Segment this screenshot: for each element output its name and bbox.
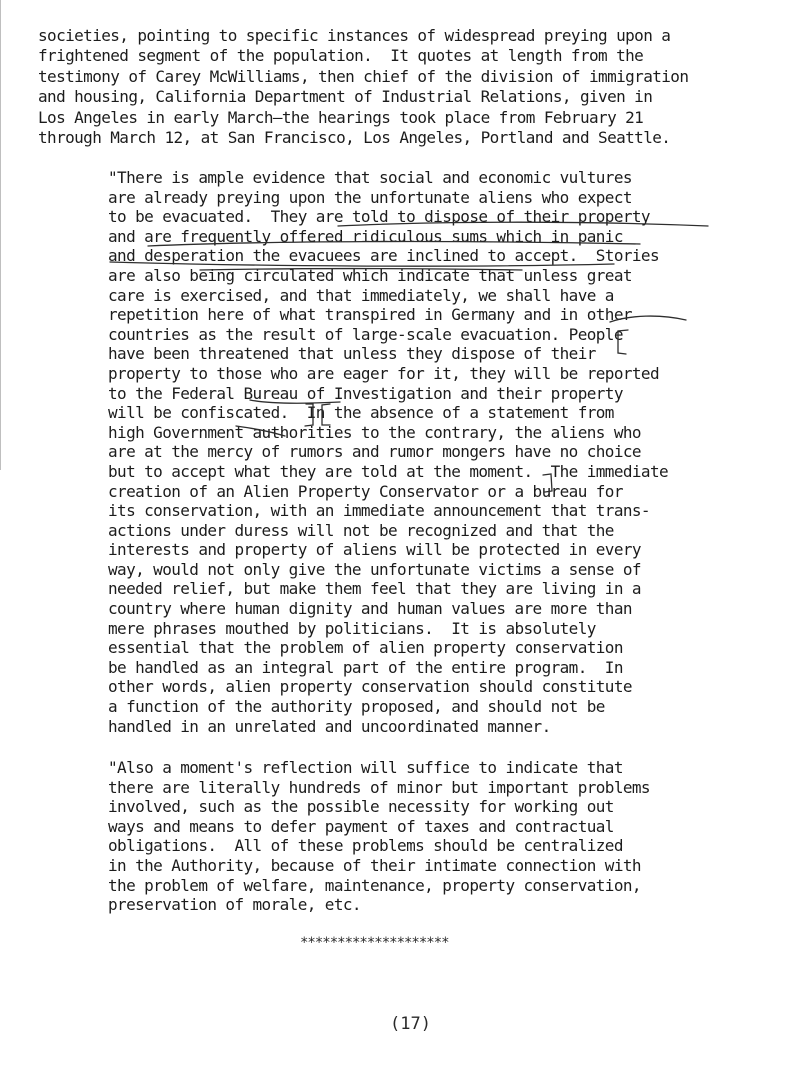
quote-line: and desperation the evacuees are inclined to accept. Stories — [108, 246, 660, 266]
intro-paragraph — [38, 26, 778, 148]
quote-line: "There is ample evidence that social and economic vultures — [108, 168, 632, 187]
quote-line: country where human dignity and human values are more than — [108, 599, 632, 619]
quote-line: have been threatened that unless they dispose of their — [108, 344, 596, 364]
quote-line: to be evacuated. They are told to dispose of their property — [108, 207, 650, 227]
intro-line: through March 12, at San Francisco, Los Angeles, Portland and Seattle. — [38, 128, 671, 148]
quote-paragraph-1 — [108, 168, 798, 736]
quote-line: its conservation, with an immediate announcement that trans- — [108, 501, 650, 521]
intro-line: testimony of Carey McWilliams, then chief of the division of immigration — [38, 66, 689, 86]
quote-line: are already preying upon the unfortunate aliens who expect — [108, 187, 632, 207]
quote-line: care is exercised, and that immediately, we shall have a — [108, 285, 614, 305]
quote-line: involved, such as the possible necessity for working out — [108, 797, 614, 817]
quote-line: mere phrases mouthed by politicians. It is absolutely — [108, 618, 596, 638]
intro-line: societies, pointing to specific instances of widespread preying upon a — [38, 26, 671, 45]
intro-line: frightened segment of the population. It quotes at length from the — [38, 46, 644, 66]
quote-line: the problem of welfare, maintenance, property conservation, — [108, 875, 641, 895]
page-number: (17) — [390, 1014, 431, 1034]
quote-line: and are frequently offered ridiculous sums which in panic — [108, 226, 623, 246]
quote-line: way, would not only give the unfortunate victims a sense of — [108, 559, 641, 579]
left-margin-rule — [0, 0, 1, 470]
quote-line: interests and property of aliens will be protected in every — [108, 540, 641, 560]
quote-line: handled in an unrelated and uncoordinated manner. — [108, 716, 551, 736]
quote-line: preservation of morale, etc. — [108, 895, 361, 915]
quote-line: high Government authorities to the contrary, the aliens who — [108, 422, 641, 442]
quote-line: creation of an Alien Property Conservator or a bureau for — [108, 481, 623, 501]
quote-line: will be confiscated. In the absence of a statement from — [108, 403, 614, 423]
quote-line: but to accept what they are told at the moment. The immediate — [108, 461, 669, 481]
quote-line: there are literally hundreds of minor but important problems — [108, 777, 650, 797]
quote-line: to the Federal Bureau of Investigation and their property — [108, 383, 623, 403]
quote-line: in the Authority, because of their intimate connection with — [108, 855, 641, 875]
quote-line: are also being circulated which indicate that unless great — [108, 265, 632, 285]
section-separator: ******************** — [300, 935, 449, 951]
quote-line: "Also a moment's reflection will suffice to indicate that — [108, 758, 623, 777]
quote-line: needed relief, but make them feel that they are living in a — [108, 579, 641, 599]
intro-line: and housing, California Department of Industrial Relations, given in — [38, 87, 653, 107]
quote-line: a function of the authority proposed, and should not be — [108, 697, 605, 717]
quote-line: other words, alien property conservation should constitute — [108, 677, 632, 697]
quote-line: property to those who are eager for it, they will be reported — [108, 363, 660, 383]
intro-line: Los Angeles in early March—the hearings took place from February 21 — [38, 107, 644, 127]
quote-line: ways and means to defer payment of taxes and contractual — [108, 816, 614, 836]
quote-paragraph-2 — [108, 758, 798, 915]
quote-line: are at the mercy of rumors and rumor mongers have no choice — [108, 442, 641, 462]
quote-line: be handled as an integral part of the entire program. In — [108, 657, 623, 677]
quote-line: repetition here of what transpired in Germany and in other — [108, 305, 632, 325]
quote-line: countries as the result of large-scale evacuation. People — [108, 324, 623, 344]
quote-line: actions under duress will not be recognized and that the — [108, 520, 614, 540]
quote-line: obligations. All of these problems should be centralized — [108, 836, 623, 856]
quote-line: essential that the problem of alien property conservation — [108, 638, 623, 658]
